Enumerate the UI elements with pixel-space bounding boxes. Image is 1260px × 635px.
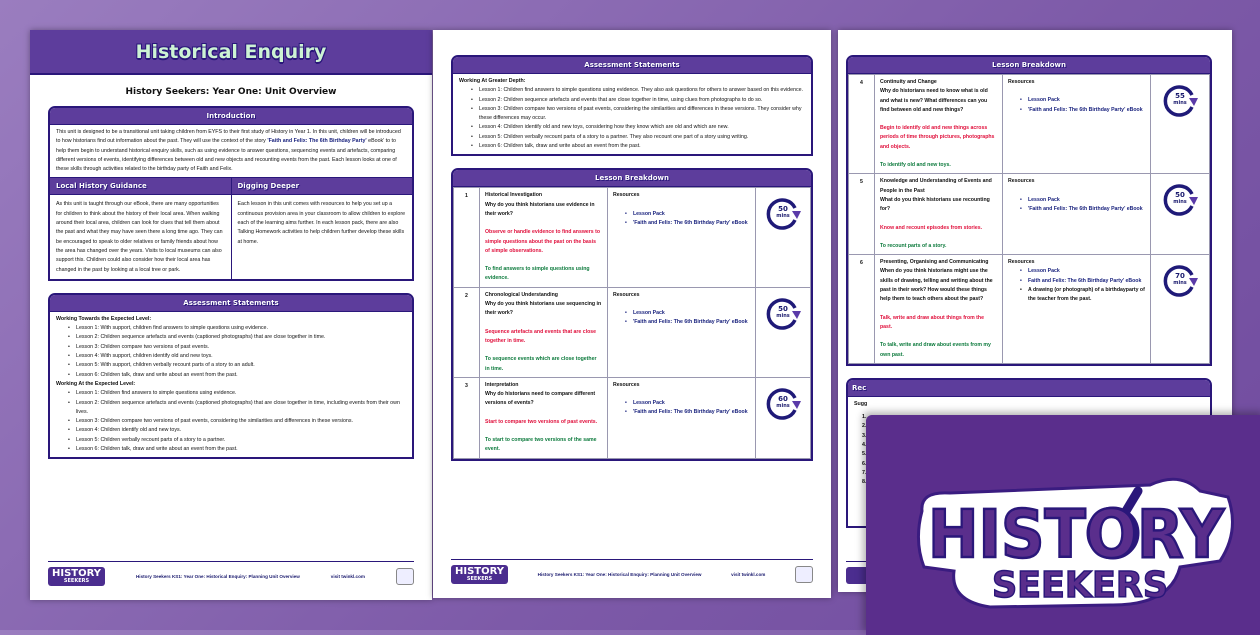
lesson-title: Interpretation [485,381,519,388]
resource-item: • A drawing (or photograph) of a birthdayparty of the teacher from the past. [1020,286,1145,305]
assessment-item: • Lesson 6: Children talk, draw and write about an event from the past. [68,371,406,380]
resources-label: Resources [1008,79,1035,85]
lesson-row [849,75,1210,174]
lesson-objective: Begin to identify old and new things across periods of time through pictures, photographs and objects. [880,125,995,150]
rec-number: 1. [862,414,867,421]
lesson-objective: Observe or handle evidence to find answers to simple questions about the past on the basis of simple observations. [485,229,601,254]
resource-link[interactable]: • Lesson Pack [625,399,750,408]
rec-number: 5. [862,451,867,458]
lesson-duration [756,287,811,377]
assessment-item: • Lesson 5: Children verbally recount parts of a story to a partner. [68,436,406,445]
introduction-text [50,125,412,177]
footer [451,559,813,584]
resources-label: Resources [1008,178,1035,185]
lesson-resources [1003,255,1151,364]
resource-link[interactable]: • Lesson Pack [1020,96,1145,105]
lesson-description [480,188,608,287]
ebook-link[interactable]: 'Faith and Felix: The 6th Birthday Party' [267,138,367,145]
assessment-item: • Lesson 5: With support, children verbally recount parts of a story to an adult. [68,361,406,370]
assessment-heading: Assessment Statements [453,57,811,74]
at-label: Working At the Expected Level: [56,380,136,387]
resource-link[interactable]: • 'Faith and Felix: The 6th Birthday Party' eBook [1020,205,1145,214]
greater-depth-list [459,86,805,151]
lesson-objective: Start to compare two versions of past events. [485,418,598,425]
rec-number: 7. [862,469,867,476]
rec-number: 2. [862,423,867,430]
footer-logo: HISTORY SEEKERS [48,567,105,586]
resources-list [613,210,750,229]
footer-url[interactable]: visit twinkl.com [731,572,766,577]
resources-list [1008,267,1145,304]
resources-list [613,309,750,328]
unit-subtitle: History Seekers: Year One: Unit Overview [125,87,337,97]
lesson-goal: To talk, write and draw about events from my own past. [880,342,991,358]
lesson-description [875,75,1003,174]
local-history-text: As this unit is taught through our eBook, there are many opportunities for children to think about the history of their local area. When walking around their local area, children can look for clues that tell them about the past and what they may have seen there a long time ago. They can be encouraged to speak to older relatives or family friends about how the area has changed over the years. Visits to local museums can also support this. Children could also consider how their local area has changed in the past by looking at a local tree or park. [56,201,223,273]
resource-link[interactable]: • 'Faith and Felix: The 6th Birthday Party' eBook [625,219,750,228]
lesson-row [849,255,1210,364]
twinkl-badge-icon [795,566,813,583]
resources-list [1008,96,1145,115]
lesson-number: 6 [849,255,875,364]
lesson-number: 5 [849,174,875,255]
timer-icon [765,386,801,422]
logo-top: HISTORY [928,496,1226,573]
rec-number: 4. [862,442,867,449]
resource-link[interactable]: • Lesson Pack [625,210,750,219]
lesson-row [454,377,811,458]
lesson-description [875,255,1003,364]
timer-value: 50 mins [765,206,801,219]
rec-text: Sugg [854,400,868,407]
assessment-item: • Lesson 2: Children sequence artefacts and events that are close together in time, using clues from photographs to do so. [471,96,805,105]
history-seekers-logo [910,471,1240,611]
lesson-row [849,174,1210,255]
intro-text-b: eBook' to to help them begin to understand historical enquiry skills, such as using evidence to answer questions, sequencing events and artefacts, comparing different versions of events, identifying differences between old and new objects and recounting events from the past. Each lesson looks at one of these skills through activities related to the birthday party of Faith and Felix. [56,138,397,173]
timer-icon [765,296,801,332]
lesson-resources [608,188,756,287]
timer-value: 60 mins [765,396,801,409]
lesson-question: Why do historians need to compare different versions of events? [485,391,596,407]
rec-number: 6. [862,460,867,467]
assessment-item: • Lesson 2: Children sequence artefacts and events (captioned photographs) that are close together in time. [68,333,406,342]
lesson-description [480,287,608,377]
title-banner [30,30,432,75]
rec-number: 3. [862,432,867,439]
introduction-box [48,106,414,281]
at-list [56,389,406,454]
towards-label: Working Towards the Expected Level: [56,315,152,322]
assessment-item: • Lesson 1: With support, children find answers to simple questions using evidence. [68,324,406,333]
resources-list [613,399,750,418]
lesson-resources [608,287,756,377]
resources-label: Resources [613,291,640,298]
lesson-objective: Talk, write and draw about things from the past. [880,314,984,330]
timer-unit: mins [1173,100,1187,106]
lesson-goal: To identify old and new toys. [880,162,951,169]
timer-value: 50 mins [765,306,801,319]
timer-icon [765,196,801,232]
page-2 [433,30,831,598]
lesson-question: What do you think historians use recounting for? [880,196,990,213]
timer-value: 55 mins [1162,93,1198,106]
footer [48,561,414,586]
rec-number: 8. [862,479,867,486]
lesson-duration [756,377,811,458]
digging-deeper-text: Each lesson in this unit comes with resources to help you set up a continuous provision area in your classroom to allow children to explore each of the learning aims further. In each lesson pack, there are also Talking Homework activities to help children further develop these skills at home. [237,201,406,245]
assessment-item: • Lesson 1: Children find answers to simple questions using evidence. They also ask questions for others to answer based on this evidence. [471,86,805,95]
lesson-objective: Know and recount episodes from stories. [880,224,983,231]
lesson-breakdown-heading: Lesson Breakdown [453,170,811,187]
timer-unit: mins [776,312,790,319]
assessment-item: • Lesson 6: Children talk, draw and write about an event from the past. [471,142,805,151]
lesson-resources [1003,75,1151,174]
lesson-row [454,287,811,377]
resource-link[interactable]: • Lesson Pack [625,309,750,318]
timer-unit: mins [776,402,790,409]
lesson-duration [1151,75,1210,174]
towards-list [56,324,406,380]
assessment-item: • Lesson 2: Children sequence artefacts and events (captioned photographs) that are close together in time, including events from their own lives. [68,399,406,418]
lesson-breakdown-box [451,168,813,460]
assessment-heading: Assessment Statements [50,295,412,312]
lesson-question: Why do historians need to know what is old and what is new? What differences can you find between old and new things? [880,88,988,113]
timer-value: 50 mins [1162,192,1198,205]
lesson-breakdown-heading: Lesson Breakdown [848,57,1210,74]
lesson-number: 1 [454,188,480,287]
resource-link[interactable]: • Lesson Pack [1020,267,1145,276]
assessment-item: • Lesson 4: With support, children identify old and new toys. [68,352,406,361]
timer-icon [1162,83,1198,119]
timer-value: 70 mins [1162,273,1198,286]
timer-icon [1162,182,1198,218]
assessment-item: • Lesson 6: Children talk, draw and write about an event from the past. [68,445,406,454]
intro-text-a: This unit is designed to be a transitional unit taking children from EYFS to their first study of History in Year 1. In this unit, children will be introduced to how historians find out information about the past. They will use the context of the story [56,129,401,145]
lesson-goal: To recount parts of a story. [880,242,947,249]
resources-label: Resources [613,381,640,388]
lesson-question: Why do you think historians use evidence in their work? [485,201,595,217]
lesson-table [453,187,811,458]
timer-icon [1162,263,1198,299]
page-1 [30,30,432,600]
recommendations-heading: Rec [848,380,1210,397]
lesson-title: Knowledge and Understanding of Events and People in the Past [880,178,992,194]
lesson-number: 2 [454,287,480,377]
logo-bottom: SEEKERS [992,565,1168,606]
lesson-resources [608,377,756,458]
twinkl-badge-icon [396,568,414,585]
lesson-description [875,174,1003,255]
lesson-title: Continuity and Change [880,79,937,85]
greater-depth-label: Working At Greater Depth: [459,78,526,84]
assessment-item: • Lesson 3: Children compare two versions of past events. [68,343,406,352]
resource-link[interactable]: • 'Faith and Felix: The 6th Birthday Party' eBook [625,408,750,417]
lesson-title: Historical Investigation [485,192,543,199]
local-history-heading: Local History Guidance [50,178,231,195]
lesson-objective: Sequence artefacts and events that are close together in time. [485,328,597,344]
lesson-title: Chronological Understanding [485,291,558,298]
lesson-goal: To start to compare two versions of the same event. [485,437,597,453]
page-title: Historical Enquiry [135,40,327,63]
local-history-section [50,178,231,278]
lesson-duration [1151,255,1210,364]
lesson-breakdown-box [846,55,1212,366]
footer-url[interactable]: visit twinkl.com [330,574,365,579]
lesson-goal: To find answers to simple questions using evidence. [485,266,590,282]
assessment-item: • Lesson 4: Children identify old and new toys. [68,426,406,435]
lesson-question: Why do you think historians use sequencing in their work? [485,301,602,317]
greater-depth-box [451,55,813,156]
assessment-item: • Lesson 3: Children compare two versions of past events, considering the similarities and differences in these versions. [68,417,406,426]
lesson-goal: To sequence events which are close together in time. [485,356,597,372]
lesson-number: 3 [454,377,480,458]
lesson-duration [756,188,811,287]
lesson-title: Presenting, Organising and Communicating [880,259,989,266]
resource-link[interactable]: • Faith and Felix: The 6th Birthday Party' eBook [1020,277,1145,286]
digging-deeper-section [231,178,413,278]
timer-unit: mins [1173,199,1187,206]
lesson-resources [1003,174,1151,255]
introduction-heading: Introduction [50,108,412,125]
timer-unit: mins [776,213,790,220]
resource-link[interactable]: • 'Faith and Felix: The 6th Birthday Party' eBook [1020,106,1145,115]
lesson-question: When do you think historians might use the skills of drawing, telling and writing about the past in their work? How would these things help them to teach others about the past? [880,268,993,303]
resources-label: Resources [613,192,640,199]
assessment-item: • Lesson 5: Children verbally recount parts of a story to a partner. They also recount one part of a story using writing. [471,133,805,142]
resources-list [1008,196,1145,215]
assessment-item: • Lesson 3: Children compare two versions of past events, considering the similarities and differences in these versions. They consider why these differences may occur. [471,105,805,124]
assessment-item: • Lesson 4: Children identify old and new toys, considering how they know which are old and which are new. [471,123,805,132]
history-seekers-card [866,415,1260,635]
footer-logo: HISTORY SEEKERS [451,565,508,584]
lesson-row [454,188,811,287]
footer-text: History Seekers KS1: Year One: Historical Enquiry: Planning Unit Overview [135,574,300,579]
footer-text: History Seekers KS1: Year One: Historical Enquiry: Planning Unit Overview [537,572,702,577]
lesson-number: 4 [849,75,875,174]
resources-label: Resources [1008,259,1035,266]
assessment-item: • Lesson 1: Children find answers to simple questions using evidence. [68,389,406,398]
timer-unit: mins [1173,280,1187,287]
lesson-description [480,377,608,458]
digging-deeper-heading: Digging Deeper [232,178,413,195]
lesson-table [848,74,1210,364]
lesson-duration [1151,174,1210,255]
resource-link[interactable]: • Lesson Pack [1020,196,1145,205]
assessment-box [48,293,414,459]
resource-link[interactable]: • 'Faith and Felix: The 6th Birthday Party' eBook [625,318,750,327]
